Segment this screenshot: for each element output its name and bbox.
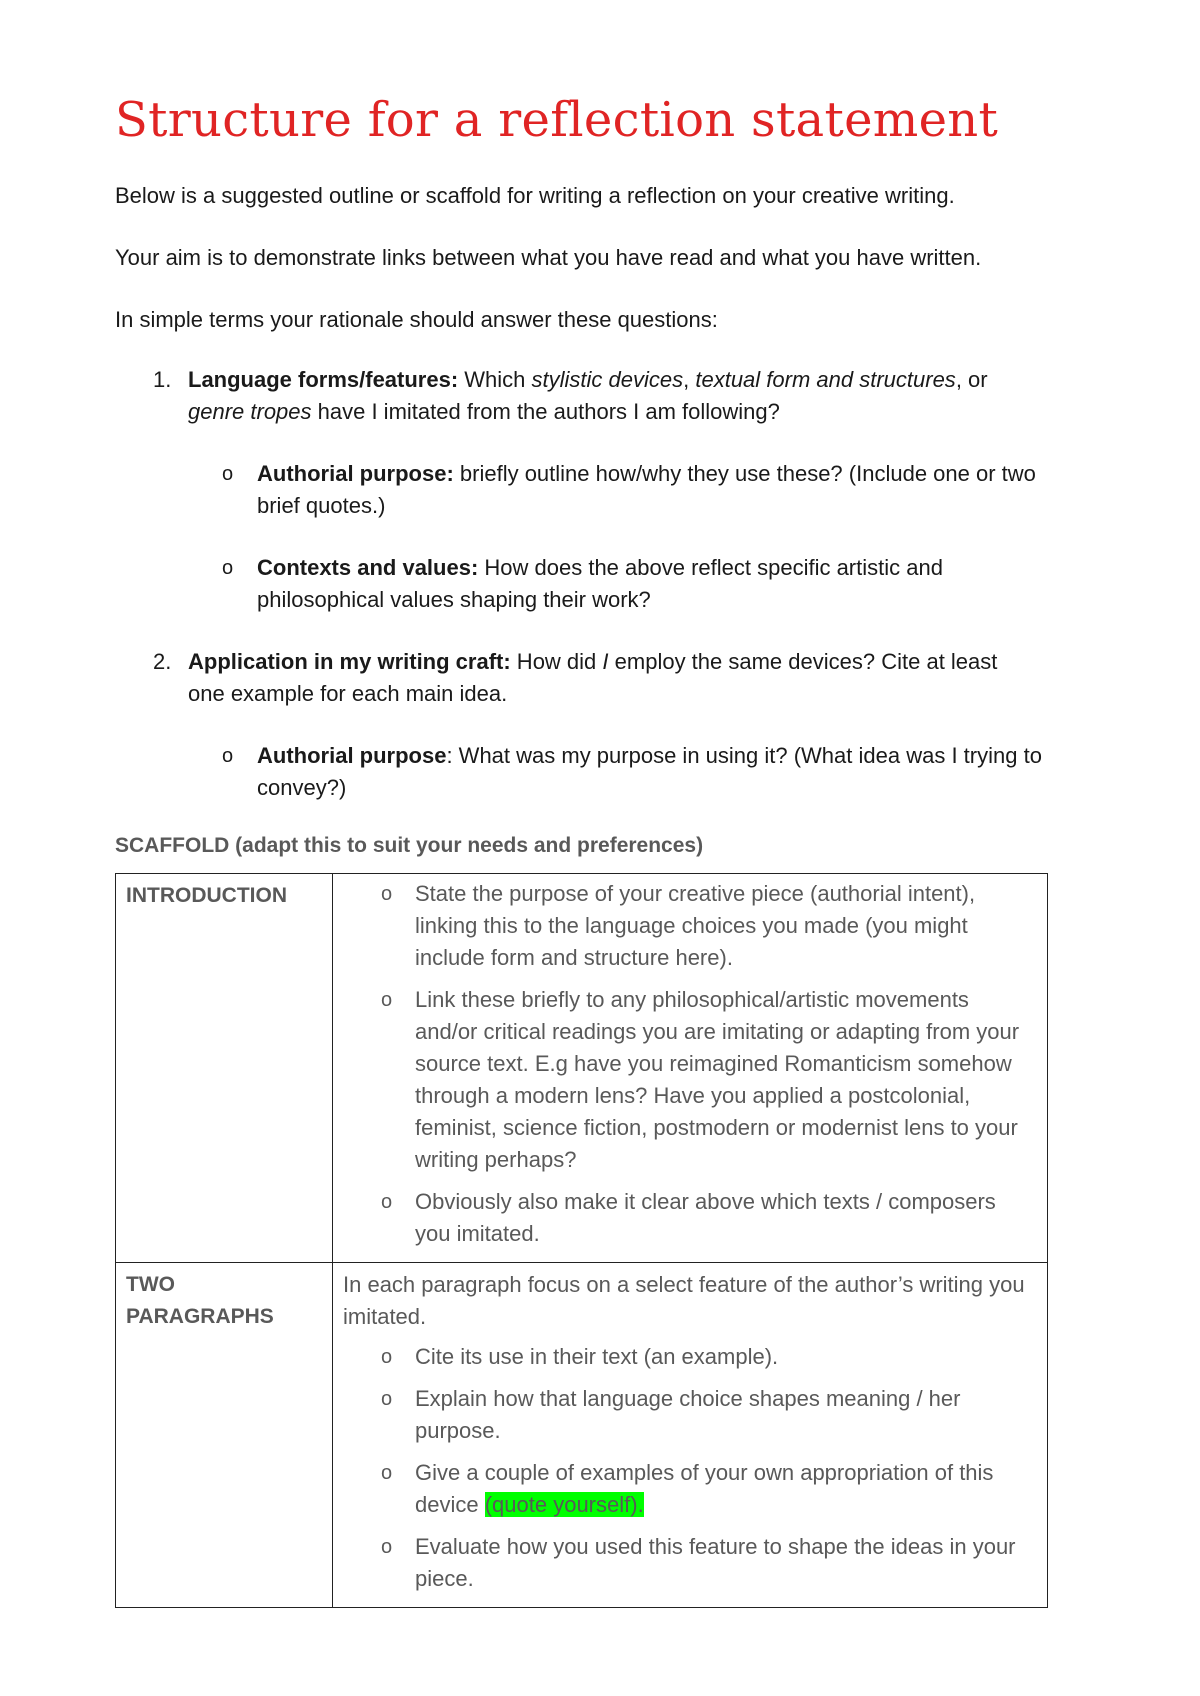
list-number: 2.	[153, 649, 172, 674]
table-row	[116, 1262, 1047, 1607]
list-item	[343, 1531, 1037, 1595]
sub-question-text	[257, 458, 1052, 522]
text-run: briefly outline how/why they use these? (Include one or two brief quotes.)	[257, 461, 1036, 518]
sub-question-label: Authorial purpose:	[257, 461, 454, 486]
circle-bullet-icon: o	[381, 1346, 393, 1368]
text-run: , or	[955, 367, 988, 392]
list-item-text: Explain how that language choice shapes meaning / her purpose.	[415, 1386, 961, 1443]
intro-paragraph-2: Your aim is to demonstrate links between what you have read and what you have written.	[115, 245, 982, 270]
sub-question	[222, 458, 1052, 522]
text-run: How did	[510, 649, 603, 674]
question-2	[153, 646, 1033, 710]
list-number: 1.	[153, 367, 172, 392]
sub-question	[222, 552, 1052, 616]
question-label: Language forms/features:	[188, 367, 459, 392]
list-item-text: Evaluate how you used this feature to shape the ideas in your piece.	[415, 1534, 1016, 1591]
italic-term: I	[602, 649, 609, 674]
question-text	[188, 364, 1033, 428]
list-item-text: State the purpose of your creative piece (authorial intent), linking this to the language choices you made (you might include form and structure here).	[415, 881, 976, 970]
list-item	[343, 1457, 1037, 1521]
table-row	[116, 874, 1047, 1262]
text-run: How does the above reflect specific artistic and philosophical values shaping their work?	[257, 555, 943, 612]
text-run: employ the same devices? Cite at least one example for each main idea.	[188, 649, 998, 706]
sub-question-text	[257, 740, 1052, 804]
circle-bullet-icon: o	[381, 1388, 393, 1410]
row-intro: In each paragraph focus on a select feature of the author’s writing you imitated.	[343, 1272, 1025, 1329]
italic-term: stylistic devices	[531, 367, 684, 392]
row-content	[333, 1263, 1047, 1607]
text-run: : What was my purpose in using it? (What idea was I trying to convey?)	[257, 743, 1042, 800]
list-item	[343, 984, 1037, 1176]
row-heading: TWO PARAGRAPHS	[116, 1263, 333, 1607]
list-item	[343, 1186, 1037, 1250]
circle-bullet-icon: o	[222, 463, 234, 485]
question-text	[188, 646, 1033, 710]
list-item-text: Cite its use in their text (an example).	[415, 1344, 779, 1369]
circle-bullet-icon: o	[222, 557, 234, 579]
list-item-text: Give a couple of examples of your own appropriation of this device	[415, 1460, 994, 1517]
circle-bullet-icon: o	[222, 745, 234, 767]
highlighted-text: (quote yourself).	[484, 1492, 644, 1517]
list-item	[343, 1383, 1037, 1447]
row-content	[333, 874, 1047, 1262]
intro-paragraph-1: Below is a suggested outline or scaffold for writing a reflection on your creative writing.	[115, 183, 955, 208]
circle-bullet-icon: o	[381, 883, 393, 905]
italic-term: textual form and structures	[695, 367, 956, 392]
question-label: Application in my writing craft:	[188, 649, 511, 674]
scaffold-table	[115, 873, 1048, 1608]
circle-bullet-icon: o	[381, 989, 393, 1011]
sub-question-text	[257, 552, 1052, 616]
scaffold-heading: SCAFFOLD (adapt this to suit your needs and preferences)	[115, 834, 704, 857]
text-run: Which	[458, 367, 532, 392]
row-heading: INTRODUCTION	[116, 874, 333, 1262]
list-item	[343, 878, 1037, 974]
sub-question-label: Contexts and values:	[257, 555, 479, 580]
circle-bullet-icon: o	[381, 1191, 393, 1213]
list-item	[343, 1341, 1037, 1373]
text-run: ,	[683, 367, 696, 392]
list-item-text: Obviously also make it clear above which texts / composers you imitated.	[415, 1189, 996, 1246]
question-1	[153, 364, 1033, 428]
page-title: Structure for a reflection statement	[115, 92, 999, 148]
list-item-text: Link these briefly to any philosophical/artistic movements and/or critical readings you are imitating or adapting from your source text. E.g have you reimagined Romanticism somehow through a modern lens? Have you applied a postcolonial, feminist, science fiction, postmodern or modernist lens to your writing perhaps?	[415, 987, 1020, 1172]
italic-term: genre tropes	[188, 399, 312, 424]
intro-paragraph-3: In simple terms your rationale should answer these questions:	[115, 307, 718, 332]
sub-question-label: Authorial purpose	[257, 743, 447, 768]
sub-question	[222, 740, 1052, 804]
text-run: have I imitated from the authors I am following?	[311, 399, 780, 424]
circle-bullet-icon: o	[381, 1462, 393, 1484]
circle-bullet-icon: o	[381, 1536, 393, 1558]
